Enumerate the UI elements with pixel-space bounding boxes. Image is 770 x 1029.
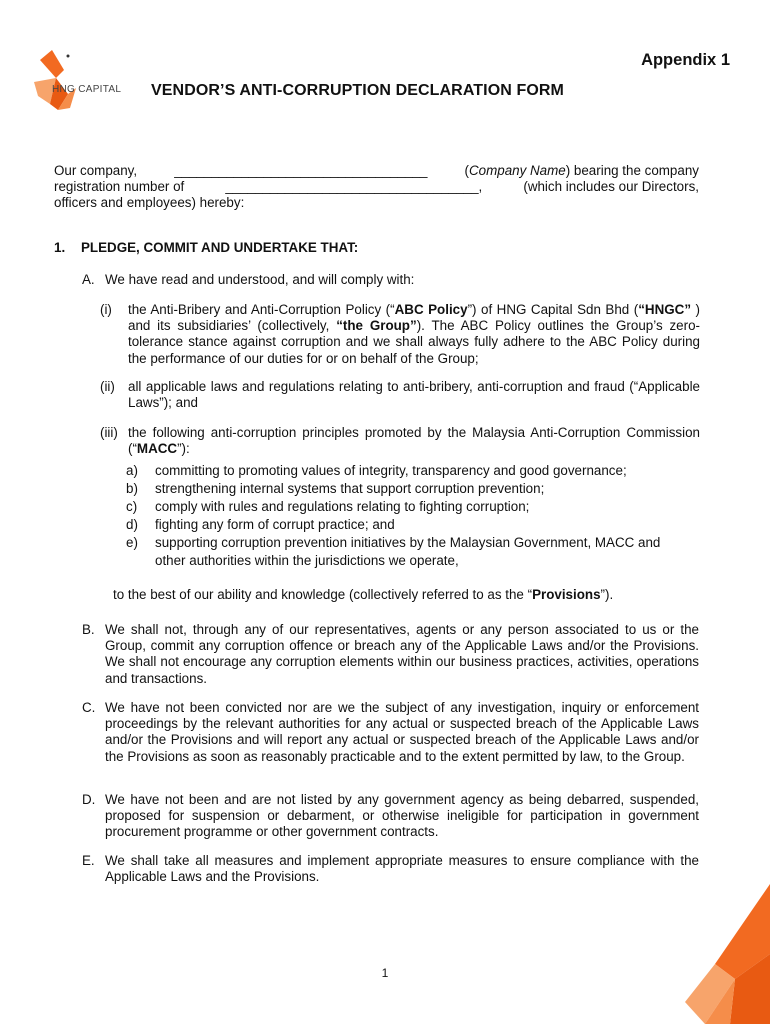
item-label: B.	[82, 622, 95, 637]
section-heading	[54, 240, 358, 255]
text-run: ”) of HNG Capital Sdn Bhd (	[467, 302, 639, 317]
list-text: other authorities within the jurisdictions we operate,	[155, 553, 459, 568]
text-run: ) and its subsidiaries’ (collectively,	[128, 302, 700, 334]
provisions-term: Provisions	[532, 587, 601, 602]
list-text: comply with rules and regulations relating to fighting corruption;	[155, 499, 530, 514]
intro-paragraph	[54, 163, 699, 212]
intro-text: Our company,	[54, 163, 138, 178]
item-text: We shall take all measures and implement appropriate measures to ensure compliance with the Applicable Laws and the Provisions.	[105, 853, 699, 885]
logo-mark-icon	[28, 48, 138, 114]
item-label: C.	[82, 700, 96, 715]
logo-text: HNG CAPITAL	[52, 84, 122, 95]
text-run: the Anti-Bribery and Anti-Corruption Policy (“	[128, 302, 395, 317]
list-text: supporting corruption prevention initiatives by the Malaysian Government, MACC and	[155, 535, 661, 550]
item-text: We have not been and are not listed by any government agency as being debarred, suspended, proposed for suspension or debarment, or otherwise ineligible for participation in government procurement programme or other government contracts.	[105, 792, 699, 840]
sub-item-text	[128, 425, 700, 457]
text-run: ”):	[177, 441, 190, 457]
item-text: We have read and understood, and will comply with:	[105, 272, 415, 287]
list-item	[126, 535, 706, 553]
sub-item-label: (ii)	[100, 379, 115, 394]
sub-item-text: all applicable laws and regulations relating to anti-bribery, anti-corruption and fraud (“Applicable Laws”); and	[128, 379, 700, 411]
list-text: committing to promoting values of integrity, transparency and good governance;	[155, 463, 627, 478]
intro-text: (Company Name) bearing the company	[464, 163, 699, 178]
text-run: ). The ABC Policy outlines the Group’s zero-tolerance stance against corruption and we shall always fully adhere to the ABC Policy during the performance of our duties for or on behalf of the Group;	[128, 318, 700, 366]
corner-decoration-icon	[675, 884, 770, 1024]
list-item	[126, 463, 706, 481]
item-text: We shall not, through any of our representatives, agents or any person associated to us or the Group, commit any corruption offence or breach any of the Applicable Laws and/or the Provisions. We shall not encourage any corruption elements within our business practices, activities, operations and transactions.	[105, 622, 699, 686]
list-label: d)	[126, 517, 138, 532]
list-label: e)	[126, 535, 138, 550]
list-label: a)	[126, 463, 138, 478]
abc-policy-term: ABC Policy	[394, 302, 468, 317]
principles-list	[126, 463, 706, 571]
list-item	[126, 499, 706, 517]
sub-item-label: (iii)	[100, 425, 118, 440]
provisions-closing	[113, 587, 613, 603]
intro-text: registration number of	[54, 179, 185, 195]
hng-capital-logo	[28, 48, 138, 114]
list-item	[126, 553, 706, 571]
sub-item-text	[128, 302, 700, 367]
section-number: 1.	[54, 240, 66, 255]
text-run: to the best of our ability and knowledge (collectively referred to as the “	[113, 587, 533, 602]
intro-text: (which includes our Directors,	[523, 179, 699, 195]
page-title: VENDOR’S ANTI-CORRUPTION DECLARATION FORM	[151, 82, 564, 99]
hngc-term: “HNGC”	[638, 302, 692, 317]
list-item	[126, 517, 706, 535]
list-text: fighting any form of corrupt practice; and	[155, 517, 395, 532]
list-label: c)	[126, 499, 138, 514]
list-text: strengthening internal systems that support corruption prevention;	[155, 481, 545, 496]
company-name-blank[interactable]: __________________________________	[174, 163, 428, 178]
appendix-label: Appendix 1	[641, 51, 730, 69]
section-title: PLEDGE, COMMIT AND UNDERTAKE THAT:	[81, 240, 359, 255]
intro-text: officers and employees) hereby:	[54, 195, 245, 211]
registration-number-blank[interactable]: __________________________________,	[225, 179, 483, 195]
item-label: E.	[82, 853, 95, 868]
group-term: “the Group”	[336, 318, 417, 334]
text-run: the following anti-corruption principles promoted by the Malaysia Anti-Corruption Commission (“	[128, 425, 700, 457]
list-label: b)	[126, 481, 138, 496]
page-number: 1	[381, 966, 389, 980]
list-item	[126, 481, 706, 499]
text-run: ”).	[600, 587, 614, 602]
item-label: A.	[82, 272, 95, 287]
item-text: We have not been convicted nor are we the subject of any investigation, inquiry or enforcement proceedings by the relevant authorities for any actual or suspected breach of the Applicable Laws and/or the Provisions and will report any actual or suspected breach of the Applicable Laws and/or the Provisions as soon as reasonably practicable and to the extent permitted by law, to the Group.	[105, 700, 699, 764]
macc-term: MACC	[136, 441, 178, 457]
item-label: D.	[82, 792, 96, 807]
sub-item-label: (i)	[100, 302, 112, 317]
